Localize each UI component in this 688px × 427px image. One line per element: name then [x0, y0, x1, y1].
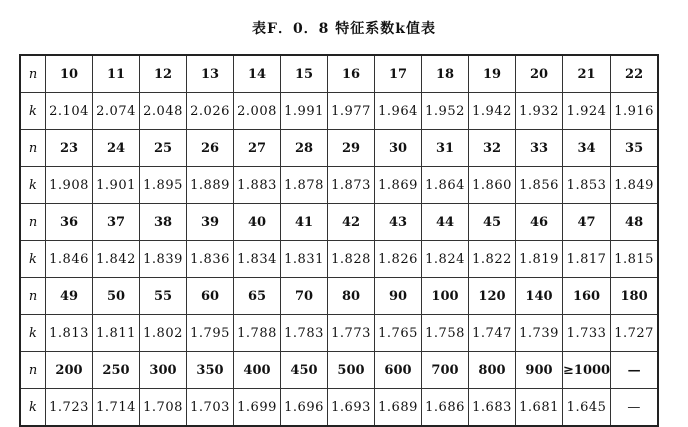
n-value-cell: 16	[328, 55, 375, 93]
n-value-cell: 43	[375, 204, 422, 241]
n-value-cell: 46	[516, 204, 563, 241]
n-row	[20, 55, 658, 93]
n-value-cell: 600	[375, 352, 422, 389]
k-value-cell: 1.795	[187, 315, 234, 352]
k-value-cell: 1.714	[93, 389, 140, 427]
k-value-cell: 1.878	[281, 167, 328, 204]
k-value-cell: 2.048	[140, 93, 187, 130]
n-value-cell: 22	[611, 55, 659, 93]
k-value-cell: 1.977	[328, 93, 375, 130]
k-value-cell: 1.645	[563, 389, 611, 427]
n-value-cell: —	[611, 352, 659, 389]
k-value-cell: 1.853	[563, 167, 611, 204]
n-value-cell: 10	[46, 55, 93, 93]
n-value-cell: 80	[328, 278, 375, 315]
n-value-cell: 45	[469, 204, 516, 241]
n-value-cell: 31	[422, 130, 469, 167]
n-value-cell: 180	[611, 278, 659, 315]
n-value-cell: 42	[328, 204, 375, 241]
n-value-cell: 24	[93, 130, 140, 167]
n-value-cell: 300	[140, 352, 187, 389]
k-value-cell: 1.727	[611, 315, 659, 352]
k-value-cell: 1.964	[375, 93, 422, 130]
n-value-cell: 120	[469, 278, 516, 315]
n-value-cell: 48	[611, 204, 659, 241]
k-row	[20, 167, 658, 204]
k-value-cell: 1.747	[469, 315, 516, 352]
k-value-cell: 1.828	[328, 241, 375, 278]
n-value-cell: 27	[234, 130, 281, 167]
k-value-cell: 1.869	[375, 167, 422, 204]
k-value-cell: 1.758	[422, 315, 469, 352]
k-value-cell: 2.008	[234, 93, 281, 130]
k-row	[20, 241, 658, 278]
n-value-cell: 60	[187, 278, 234, 315]
k-value-cell: 1.901	[93, 167, 140, 204]
k-value-cell: 1.834	[234, 241, 281, 278]
k-value-cell: 1.765	[375, 315, 422, 352]
n-value-cell: 28	[281, 130, 328, 167]
n-value-cell: 29	[328, 130, 375, 167]
n-value-cell: 700	[422, 352, 469, 389]
k-value-cell: 2.104	[46, 93, 93, 130]
k-value-cell: 1.703	[187, 389, 234, 427]
k-value-cell: 1.696	[281, 389, 328, 427]
n-value-cell: 38	[140, 204, 187, 241]
k-value-cell: 1.788	[234, 315, 281, 352]
n-value-cell: 140	[516, 278, 563, 315]
k-value-cell: 1.991	[281, 93, 328, 130]
n-row	[20, 352, 658, 389]
k-value-cell: 1.773	[328, 315, 375, 352]
k-value-cell: 1.836	[187, 241, 234, 278]
n-value-cell: 40	[234, 204, 281, 241]
n-value-cell: 65	[234, 278, 281, 315]
n-value-cell: 70	[281, 278, 328, 315]
k-value-cell: 1.849	[611, 167, 659, 204]
k-value-cell: 1.699	[234, 389, 281, 427]
k-value-cell: 1.924	[563, 93, 611, 130]
n-value-cell: 23	[46, 130, 93, 167]
n-value-cell: 44	[422, 204, 469, 241]
k-value-cell: 1.952	[422, 93, 469, 130]
k-row	[20, 389, 658, 427]
table-title: 表F．0．8 特征系数k值表	[252, 21, 436, 37]
k-value-cell: 1.916	[611, 93, 659, 130]
k-value-cell: 1.873	[328, 167, 375, 204]
k-value-cell: 1.739	[516, 315, 563, 352]
n-value-cell: 30	[375, 130, 422, 167]
n-row	[20, 204, 658, 241]
n-value-cell: 11	[93, 55, 140, 93]
k-value-cell: 1.883	[234, 167, 281, 204]
n-value-cell: 17	[375, 55, 422, 93]
table-body	[20, 55, 658, 426]
n-value-cell: 500	[328, 352, 375, 389]
k-value-cell: 1.683	[469, 389, 516, 427]
k-value-cell: 1.846	[46, 241, 93, 278]
k-value-cell: —	[611, 389, 659, 427]
n-value-cell: 100	[422, 278, 469, 315]
n-value-cell: 33	[516, 130, 563, 167]
k-value-cell: 1.723	[46, 389, 93, 427]
k-value-cell: 1.686	[422, 389, 469, 427]
k-row-label: k	[20, 241, 46, 278]
n-value-cell: 900	[516, 352, 563, 389]
k-value-cell: 1.811	[93, 315, 140, 352]
n-value-cell: 250	[93, 352, 140, 389]
k-value-cell: 1.733	[563, 315, 611, 352]
k-value-cell: 1.693	[328, 389, 375, 427]
n-value-cell: 15	[281, 55, 328, 93]
k-row-label: k	[20, 315, 46, 352]
k-value-cell: 2.026	[187, 93, 234, 130]
n-row	[20, 130, 658, 167]
n-value-cell: 49	[46, 278, 93, 315]
n-value-cell: 13	[187, 55, 234, 93]
k-value-cell: 1.826	[375, 241, 422, 278]
k-value-cell: 1.839	[140, 241, 187, 278]
n-value-cell: 25	[140, 130, 187, 167]
k-value-cell: 1.817	[563, 241, 611, 278]
n-value-cell: 21	[563, 55, 611, 93]
n-value-cell: 200	[46, 352, 93, 389]
k-row	[20, 315, 658, 352]
n-row-label: n	[20, 55, 46, 93]
k-row-label: k	[20, 389, 46, 427]
k-value-cell: 1.895	[140, 167, 187, 204]
n-row-label: n	[20, 352, 46, 389]
n-value-cell: 160	[563, 278, 611, 315]
n-value-cell: 400	[234, 352, 281, 389]
n-value-cell: 90	[375, 278, 422, 315]
n-value-cell: 50	[93, 278, 140, 315]
n-value-cell: 19	[469, 55, 516, 93]
k-row-label: k	[20, 93, 46, 130]
n-value-cell: 41	[281, 204, 328, 241]
k-value-cell: 1.831	[281, 241, 328, 278]
n-row-label: n	[20, 204, 46, 241]
k-row-label: k	[20, 167, 46, 204]
n-value-cell: 34	[563, 130, 611, 167]
k-value-cell: 1.802	[140, 315, 187, 352]
k-value-cell: 1.860	[469, 167, 516, 204]
n-value-cell: 800	[469, 352, 516, 389]
n-value-cell: 47	[563, 204, 611, 241]
n-value-cell: 37	[93, 204, 140, 241]
n-row-label: n	[20, 130, 46, 167]
n-row	[20, 278, 658, 315]
n-value-cell: 14	[234, 55, 281, 93]
k-value-table	[19, 54, 659, 427]
n-value-cell: ≥1000	[563, 352, 611, 389]
k-value-cell: 1.783	[281, 315, 328, 352]
n-value-cell: 55	[140, 278, 187, 315]
k-value-cell: 1.842	[93, 241, 140, 278]
k-value-cell: 1.822	[469, 241, 516, 278]
n-value-cell: 32	[469, 130, 516, 167]
n-value-cell: 39	[187, 204, 234, 241]
k-value-cell: 2.074	[93, 93, 140, 130]
k-value-cell: 1.689	[375, 389, 422, 427]
k-value-cell: 1.889	[187, 167, 234, 204]
n-value-cell: 12	[140, 55, 187, 93]
n-value-cell: 350	[187, 352, 234, 389]
n-value-cell: 35	[611, 130, 659, 167]
n-value-cell: 450	[281, 352, 328, 389]
k-value-cell: 1.908	[46, 167, 93, 204]
k-value-cell: 1.819	[516, 241, 563, 278]
k-row	[20, 93, 658, 130]
k-value-cell: 1.856	[516, 167, 563, 204]
k-value-cell: 1.815	[611, 241, 659, 278]
k-value-cell: 1.864	[422, 167, 469, 204]
n-value-cell: 20	[516, 55, 563, 93]
n-value-cell: 26	[187, 130, 234, 167]
k-value-cell: 1.681	[516, 389, 563, 427]
k-value-cell: 1.824	[422, 241, 469, 278]
n-value-cell: 18	[422, 55, 469, 93]
k-value-cell: 1.942	[469, 93, 516, 130]
n-value-cell: 36	[46, 204, 93, 241]
k-value-cell: 1.708	[140, 389, 187, 427]
k-value-cell: 1.813	[46, 315, 93, 352]
k-value-cell: 1.932	[516, 93, 563, 130]
n-row-label: n	[20, 278, 46, 315]
